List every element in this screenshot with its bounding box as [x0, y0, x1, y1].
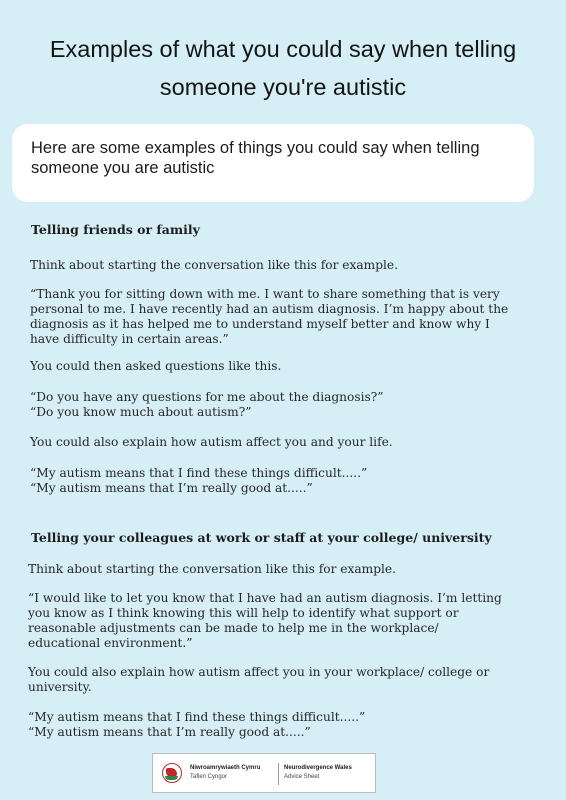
section1-example: “My autism means that I find these things difficult.....” [30, 466, 368, 480]
section1-quote-line: diagnosis as it has helped me to understand myself better and know why I [30, 317, 490, 331]
page-title [0, 30, 566, 106]
footer-branding-card [152, 753, 376, 793]
section2-examples [28, 710, 365, 740]
footer-sheet-type-english: Advice Sheet [284, 774, 320, 780]
page-title-line-1: Examples of what you could say when telling [49, 36, 517, 62]
section1-quote-line: “Thank you for sitting down with me. I want to share something that is very [30, 287, 500, 301]
section1-question: “Do you know much about autism?” [30, 405, 252, 419]
section2-quote-line: you know as I think knowing this will help to identify what support or [28, 606, 459, 620]
footer-english-text [284, 764, 352, 782]
section1-starter: Think about starting the conversation like this for example. [30, 258, 399, 272]
section2-explain [28, 665, 489, 695]
section2-example: “My autism means that I find these things difficult.....” [28, 710, 366, 724]
welsh-dragon-logo-icon [162, 763, 182, 783]
intro-line-1: Here are some examples of things you could say when telling [31, 139, 480, 157]
intro-card [12, 124, 534, 202]
section1-questions [30, 390, 384, 420]
logo-ground-shape [165, 776, 178, 780]
section1-example: “My autism means that I’m really good at.....” [30, 481, 313, 495]
intro-text [31, 138, 521, 178]
footer-sheet-type-welsh: Taflen Cyngor [190, 774, 228, 780]
footer-divider [278, 763, 279, 785]
section1-examples [30, 466, 367, 496]
section1-question: “Do you have any questions for me about the diagnosis?” [30, 390, 384, 404]
section1-explain: You could also explain how autism affect you and your life. [30, 435, 393, 449]
section2-quote-line: “I would like to let you know that I have had an autism diagnosis. I’m letting [28, 591, 502, 605]
section-heading-friends-family: Telling friends or family [31, 222, 200, 237]
footer-org-name-english: Neurodivergence Wales [284, 765, 352, 771]
intro-line-2: someone you are autistic [31, 159, 215, 177]
page-title-line-2: someone you're autistic [159, 74, 407, 100]
section1-questions-intro: You could then asked questions like this. [30, 359, 282, 373]
section2-explain-line: You could also explain how autism affect you in your workplace/ college or [28, 665, 490, 679]
section2-quote [28, 591, 502, 651]
section1-quote [30, 287, 508, 347]
section-heading-work-college: Telling your colleagues at work or staff at your college/ university [31, 530, 492, 545]
section2-explain-line: university. [28, 680, 92, 694]
section2-example: “My autism means that I’m really good at.....” [28, 725, 311, 739]
section1-quote-line: personal to me. I have recently had an autism diagnosis. I’m happy about the [30, 302, 509, 316]
section1-quote-line: have difficulty in certain areas.” [30, 332, 229, 346]
section2-quote-line: reasonable adjustments can be made to help me in the workplace/ [28, 621, 439, 635]
section2-quote-line: educational environment.” [28, 636, 193, 650]
footer-welsh-text [190, 764, 260, 782]
section2-starter: Think about starting the conversation like this for example. [28, 562, 397, 576]
footer-org-name-welsh: Niwroamrywiaeth Cymru [190, 765, 261, 771]
